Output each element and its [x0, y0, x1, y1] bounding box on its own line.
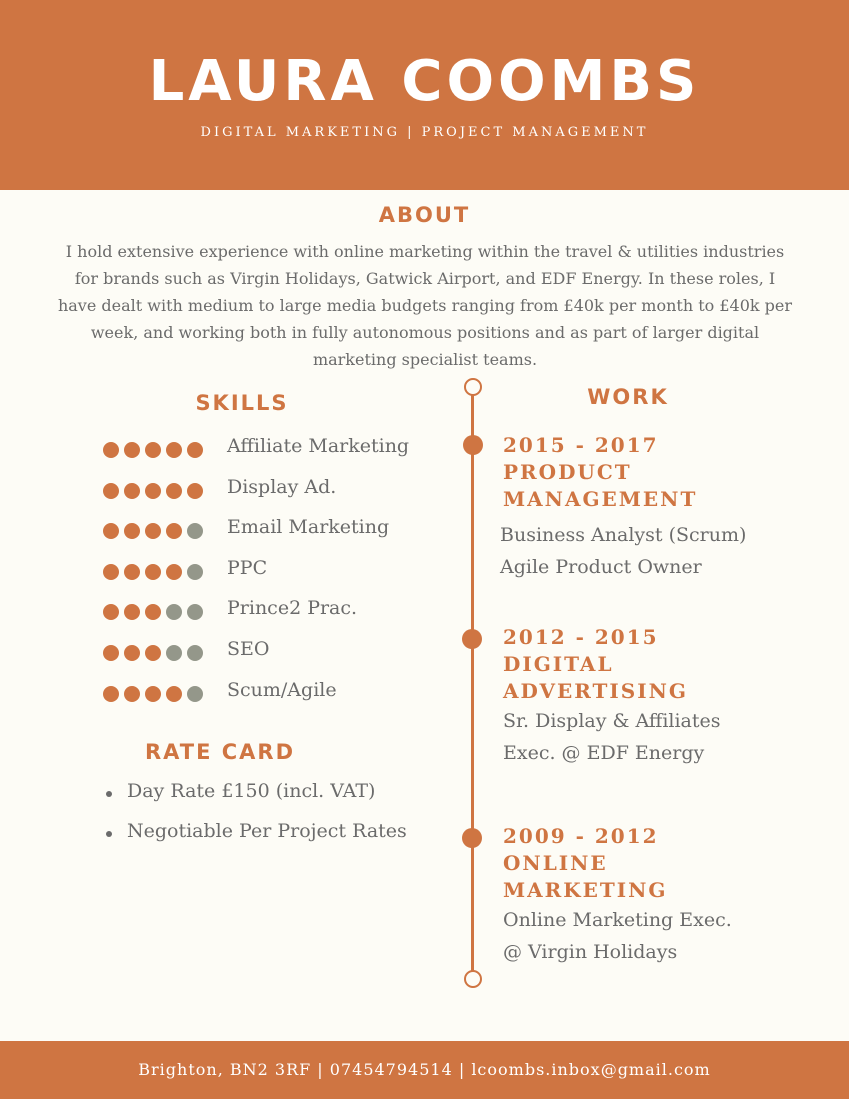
job-description: Sr. Display & Affiliates [503, 710, 721, 732]
rate-card-heading: RATE CARD [144, 740, 296, 764]
skill-rating [103, 442, 213, 458]
job-title: ONLINE [503, 851, 608, 875]
footer-contact: Brighton, BN2 3RF | 07454794514 | lcoombs.inbox@gmail.com [0, 1041, 849, 1099]
bullet-icon [106, 831, 112, 837]
job-title: PRODUCT [503, 460, 632, 484]
work-heading: WORK [587, 385, 669, 409]
rating-filled-dot-icon [124, 604, 140, 620]
work-entry [500, 432, 833, 583]
rating-filled-dot-icon [145, 686, 161, 702]
rating-filled-dot-icon [145, 645, 161, 661]
rating-empty-dot-icon [187, 645, 203, 661]
job-years: 2012 - 2015 [503, 625, 659, 649]
rate-card-list [104, 780, 407, 860]
rating-filled-dot-icon [166, 564, 182, 580]
skill-rating [103, 564, 213, 580]
rating-empty-dot-icon [187, 686, 203, 702]
work-entry [503, 624, 833, 769]
job-title: ADVERTISING [503, 679, 688, 703]
rating-filled-dot-icon [166, 483, 182, 499]
rating-filled-dot-icon [103, 604, 119, 620]
timeline-end-ring-icon [464, 970, 482, 988]
rate-card-item: Negotiable Per Project Rates [104, 820, 407, 860]
rating-filled-dot-icon [124, 523, 140, 539]
rating-filled-dot-icon [166, 686, 182, 702]
rating-filled-dot-icon [103, 442, 119, 458]
header-banner [0, 0, 849, 190]
skill-rating [103, 523, 213, 539]
skill-label: Prince2 Prac. [227, 597, 358, 619]
job-title: DIGITAL [503, 652, 614, 676]
skill-label: PPC [227, 557, 268, 579]
skill-rating [103, 686, 213, 702]
rating-filled-dot-icon [103, 523, 119, 539]
rating-filled-dot-icon [166, 442, 182, 458]
timeline-line [471, 395, 474, 972]
skill-label: Email Marketing [227, 516, 390, 538]
skill-rating [103, 483, 213, 499]
timeline-start-ring-icon [464, 378, 482, 396]
rating-filled-dot-icon [145, 442, 161, 458]
rating-empty-dot-icon [187, 604, 203, 620]
timeline-marker-icon [463, 435, 483, 455]
rating-empty-dot-icon [166, 604, 182, 620]
rating-filled-dot-icon [145, 523, 161, 539]
job-description: Exec. @ EDF Energy [503, 742, 705, 764]
job-years: 2015 - 2017 [503, 433, 659, 457]
skill-label: Affiliate Marketing [227, 435, 410, 457]
timeline-marker-icon [462, 828, 482, 848]
timeline-marker-icon [462, 629, 482, 649]
tagline: DIGITAL MARKETING | PROJECT MANAGEMENT [200, 125, 649, 140]
skill-label: Display Ad. [227, 476, 337, 498]
rating-filled-dot-icon [187, 442, 203, 458]
about-heading: ABOUT [378, 203, 471, 227]
rating-filled-dot-icon [103, 483, 119, 499]
work-entry [503, 823, 833, 968]
rating-filled-dot-icon [166, 523, 182, 539]
rate-card-item: Day Rate £150 (incl. VAT) [104, 780, 407, 820]
rating-filled-dot-icon [103, 686, 119, 702]
rating-filled-dot-icon [103, 564, 119, 580]
skills-heading: SKILLS [195, 391, 289, 415]
skill-label: Scum/Agile [227, 679, 337, 701]
rating-filled-dot-icon [145, 564, 161, 580]
rating-filled-dot-icon [103, 645, 119, 661]
rating-filled-dot-icon [124, 442, 140, 458]
about-text: I hold extensive experience with online marketing within the travel & utilities industries for brands such as Virgin Holidays, Gatwick Airport, and EDF Energy. In these roles, I have dealt with medium to large media budgets ranging from £40k per month to £40k per week, and working both in fully autonomous positions and as part of larger digital marketing specialist teams. [57, 242, 793, 369]
rating-filled-dot-icon [124, 686, 140, 702]
job-years: 2009 - 2012 [503, 824, 659, 848]
skill-rating [103, 604, 213, 620]
rating-filled-dot-icon [187, 483, 203, 499]
bullet-icon [106, 791, 112, 797]
rating-empty-dot-icon [187, 564, 203, 580]
rating-filled-dot-icon [124, 564, 140, 580]
job-description: @ Virgin Holidays [503, 941, 678, 963]
skill-rating [103, 645, 213, 661]
rating-filled-dot-icon [124, 645, 140, 661]
job-title: MARKETING [503, 878, 668, 902]
job-description: Agile Product Owner [500, 556, 702, 578]
rating-filled-dot-icon [145, 604, 161, 620]
job-description: Online Marketing Exec. [503, 909, 732, 931]
rating-empty-dot-icon [166, 645, 182, 661]
skill-label: SEO [227, 638, 270, 660]
candidate-name: LAURA COOMBS [148, 49, 701, 114]
job-description: Business Analyst (Scrum) [500, 524, 747, 546]
job-title: MANAGEMENT [503, 487, 698, 511]
rating-filled-dot-icon [145, 483, 161, 499]
rating-empty-dot-icon [187, 523, 203, 539]
rating-filled-dot-icon [124, 483, 140, 499]
